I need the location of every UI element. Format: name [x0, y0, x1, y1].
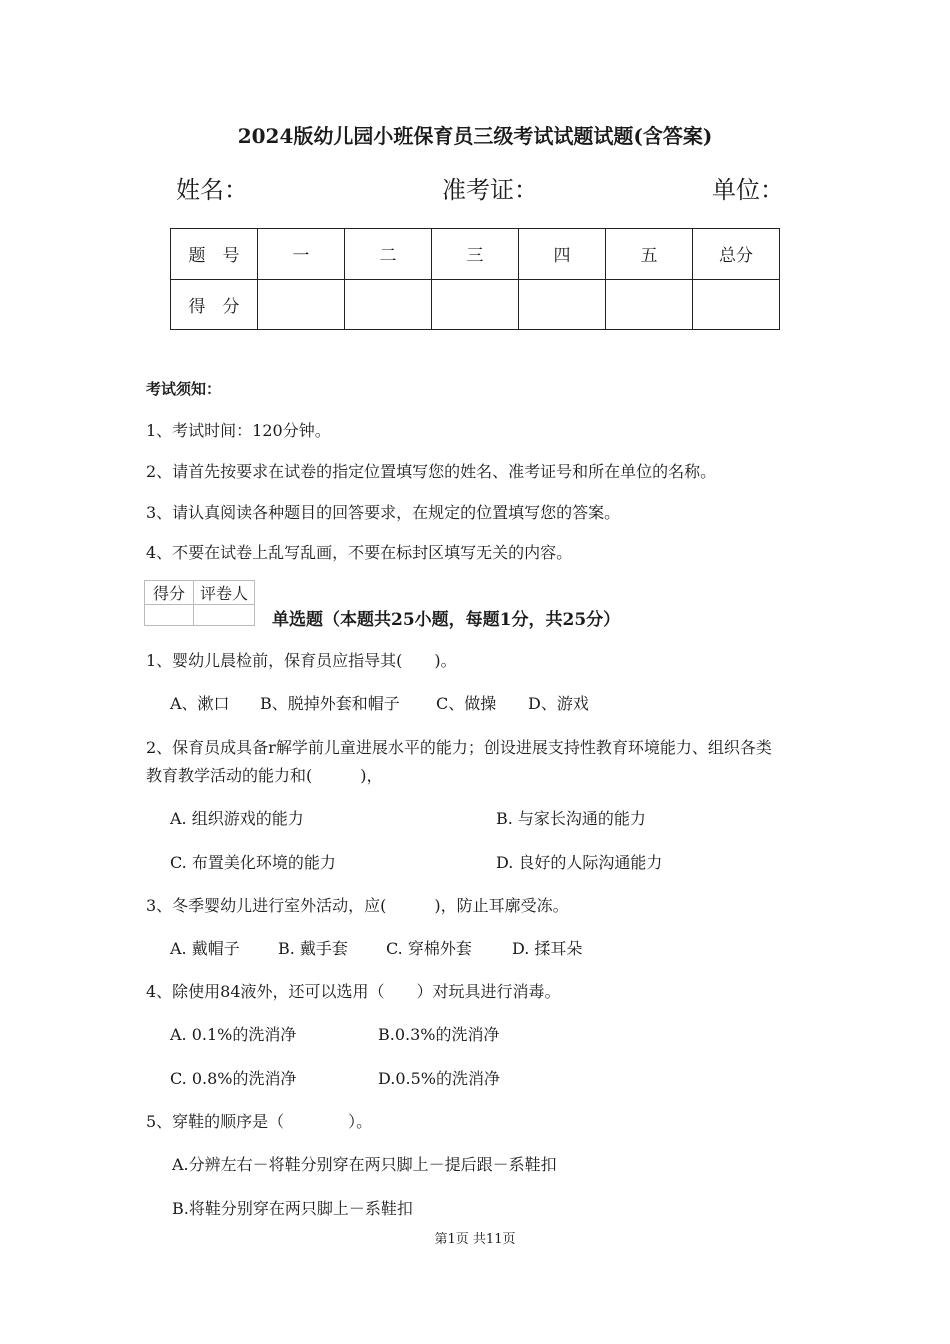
exam-id-field-label: 准考证： — [442, 176, 538, 204]
grader-score-cell[interactable] — [145, 605, 194, 626]
score-table-header-cell: 三 — [432, 229, 519, 280]
question-stem: 2、保育员成具备r解学前儿童进展水平的能力；创设进展支持性教育环境能力、组织各类 — [146, 738, 772, 757]
option-b[interactable]: B.将鞋分别穿在两只脚上－系鞋扣 — [172, 1199, 413, 1218]
question-stem: 3、冬季婴幼儿进行室外活动，应( )，防止耳廓受冻。 — [146, 896, 569, 915]
score-table — [170, 228, 780, 330]
score-cell[interactable] — [432, 279, 519, 330]
note-item: 1、考试时间：120分钟。 — [146, 421, 331, 440]
question-stem: 1、婴幼儿晨检前，保育员应指导其( )。 — [146, 651, 457, 670]
option-d[interactable]: D. 良好的人际沟通能力 — [496, 853, 663, 872]
section-title: 单选题（本题共25小题，每题1分，共25分） — [272, 610, 621, 630]
option-b[interactable]: B. 与家长沟通的能力 — [496, 809, 646, 828]
option-b[interactable]: B、脱掉外套和帽子 — [260, 694, 400, 713]
option-a[interactable]: A. 0.1%的洗消净 — [170, 1025, 297, 1044]
note-item: 2、请首先按要求在试卷的指定位置填写您的姓名、准考证号和所在单位的名称。 — [146, 462, 717, 481]
page-footer: 第1页 共11页 — [434, 1232, 516, 1247]
option-d[interactable]: D. 揉耳朵 — [512, 939, 583, 958]
grader-reviewer-label: 评卷人 — [194, 581, 255, 605]
grader-score-label: 得分 — [145, 581, 194, 605]
score-table-header-cell: 四 — [519, 229, 606, 280]
name-field-label: 姓名： — [176, 176, 248, 204]
score-cell[interactable] — [519, 279, 606, 330]
question-stem: 5、穿鞋的顺序是（ ）。 — [146, 1112, 373, 1131]
score-row-label: 得 分 — [171, 279, 258, 330]
option-d[interactable]: D、游戏 — [528, 694, 589, 713]
question-stem: 4、除使用84液外，还可以选用（ ）对玩具进行消毒。 — [146, 982, 561, 1001]
option-a[interactable]: A.分辨左右－将鞋分别穿在两只脚上－提后跟－系鞋扣 — [172, 1155, 557, 1174]
score-table-header-row — [171, 229, 780, 280]
note-item: 4、不要在试卷上乱写乱画，不要在标封区填写无关的内容。 — [146, 543, 573, 562]
option-a[interactable]: A. 戴帽子 — [170, 939, 240, 958]
score-table-header-cell: 二 — [345, 229, 432, 280]
score-table-score-row — [171, 279, 780, 330]
option-b[interactable]: B. 戴手套 — [278, 939, 348, 958]
score-table-header-cell: 题 号 — [171, 229, 258, 280]
page-title: 2024版幼儿园小班保育员三级考试试题试题(含答案) — [237, 124, 713, 148]
score-table-header-cell: 五 — [606, 229, 693, 280]
notes-heading: 考试须知： — [146, 380, 222, 398]
option-c[interactable]: C. 布置美化环境的能力 — [170, 853, 336, 872]
option-a[interactable]: A、漱口 — [170, 694, 230, 713]
question-stem-cont: 教育教学活动的能力和( )， — [146, 766, 383, 785]
score-cell[interactable] — [345, 279, 432, 330]
option-c[interactable]: C、做操 — [436, 694, 497, 713]
score-table-header-cell: 一 — [258, 229, 345, 280]
option-c[interactable]: C. 0.8%的洗消净 — [170, 1069, 297, 1088]
option-c[interactable]: C. 穿棉外套 — [386, 939, 472, 958]
option-b[interactable]: B.0.3%的洗消净 — [378, 1025, 500, 1044]
score-table-header-cell: 总分 — [693, 229, 780, 280]
option-a[interactable]: A. 组织游戏的能力 — [170, 809, 304, 828]
score-cell[interactable] — [606, 279, 693, 330]
score-cell[interactable] — [693, 279, 780, 330]
unit-field-label: 单位： — [712, 176, 784, 204]
option-d[interactable]: D.0.5%的洗消净 — [378, 1069, 500, 1088]
grader-table — [144, 580, 255, 626]
score-cell[interactable] — [258, 279, 345, 330]
note-item: 3、请认真阅读各种题目的回答要求，在规定的位置填写您的答案。 — [146, 503, 621, 522]
grader-reviewer-cell[interactable] — [194, 605, 255, 626]
